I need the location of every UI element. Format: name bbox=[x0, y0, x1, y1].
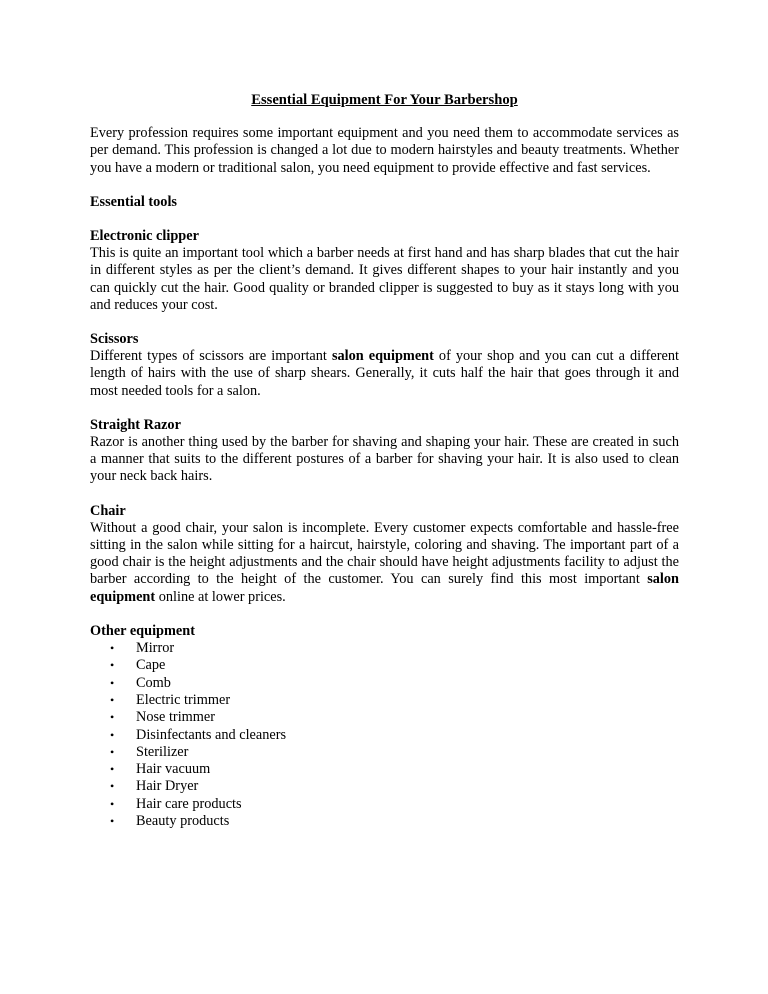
scissors-text-before: Different types of scissors are important bbox=[90, 348, 332, 365]
bullet-icon: • bbox=[110, 641, 115, 656]
clipper-paragraph: This is quite an important tool which a barber needs at first hand and has sharp blades that cut the hair in different styles as per the client’s demand. It gives different shapes to your hair instantly and you can quickly cut the hair. Good quality or branded clipper is suggested to buy as it stays long with you and reduces your cost. bbox=[90, 245, 679, 313]
list-item bbox=[90, 744, 679, 761]
equipment-list bbox=[90, 640, 679, 830]
list-item-label: Cape bbox=[136, 657, 166, 674]
list-item-label: Mirror bbox=[136, 640, 175, 657]
bullet-icon: • bbox=[110, 727, 115, 742]
list-item bbox=[90, 675, 679, 692]
clipper-heading: Electronic clipper bbox=[90, 228, 199, 245]
list-item bbox=[90, 692, 679, 709]
chair-text-before: Without a good chair, your salon is incomplete. Every customer expects comfortable and hassle-free sitting in the salon while sitting for a haircut, hairstyle, coloring and shaving. The important part of a good chair is the height adjustments and the chair should have height adjustments facility to adjust the barber according to the height of the customer. You can surely find this most important bbox=[90, 519, 679, 588]
bullet-icon: • bbox=[110, 762, 115, 777]
list-item-label: Comb bbox=[136, 674, 171, 691]
essential-tools-heading: Essential tools bbox=[90, 193, 177, 210]
intro-paragraph: Every profession requires some important equipment and you need them to accommodate services as per demand. This profession is changed a lot due to modern hairstyles and beauty treatments. Whether you have a modern or traditional salon, you need equipment to provide effective and fast services. bbox=[90, 125, 679, 176]
bullet-icon: • bbox=[110, 779, 115, 794]
list-item bbox=[90, 796, 679, 813]
document-page bbox=[90, 92, 679, 830]
list-item bbox=[90, 778, 679, 795]
list-item bbox=[90, 640, 679, 657]
razor-heading: Straight Razor bbox=[90, 416, 181, 433]
scissors-bold-link-text: salon equipment bbox=[331, 348, 434, 365]
bullet-icon: • bbox=[110, 814, 115, 829]
list-item bbox=[90, 727, 679, 744]
list-item-label: Sterilizer bbox=[136, 743, 189, 760]
document-title: Essential Equipment For Your Barbershop bbox=[251, 92, 518, 108]
list-item-label: Nose trimmer bbox=[136, 709, 216, 726]
bullet-icon: • bbox=[110, 710, 115, 725]
list-item bbox=[90, 709, 679, 726]
list-item bbox=[90, 761, 679, 778]
chair-bold-link-text: salon equipment bbox=[90, 571, 679, 605]
bullet-icon: • bbox=[110, 675, 115, 690]
scissors-paragraph bbox=[90, 348, 679, 400]
scissors-text-after: of your shop and you can cut a different length of hairs with the use of sharp shears. Generally, it cuts half the hair that goes through it and most needed tools for a salon. bbox=[90, 348, 679, 399]
list-item-label: Hair vacuum bbox=[136, 761, 211, 778]
other-equipment-heading: Other equipment bbox=[90, 622, 195, 639]
list-item-label: Hair care products bbox=[136, 795, 242, 812]
list-item-label: Beauty products bbox=[136, 813, 230, 830]
list-item-label: Disinfectants and cleaners bbox=[136, 726, 287, 743]
list-item bbox=[90, 813, 679, 830]
scissors-heading: Scissors bbox=[90, 331, 139, 348]
bullet-icon: • bbox=[110, 658, 115, 673]
list-item bbox=[90, 657, 679, 674]
list-item-label: Hair Dryer bbox=[136, 778, 199, 795]
chair-text-after: online at lower prices. bbox=[155, 588, 286, 605]
chair-heading: Chair bbox=[90, 502, 126, 519]
bullet-icon: • bbox=[110, 796, 115, 811]
list-item-label: Electric trimmer bbox=[136, 691, 231, 708]
chair-paragraph bbox=[90, 520, 679, 606]
bullet-icon: • bbox=[110, 744, 115, 759]
razor-paragraph: Razor is another thing used by the barber for shaving and shaping your hair. These are created in such a manner that suits to the different postures of a barber for shaving your hair. It is also used to clean your neck back hairs. bbox=[90, 434, 679, 485]
bullet-icon: • bbox=[110, 692, 115, 707]
